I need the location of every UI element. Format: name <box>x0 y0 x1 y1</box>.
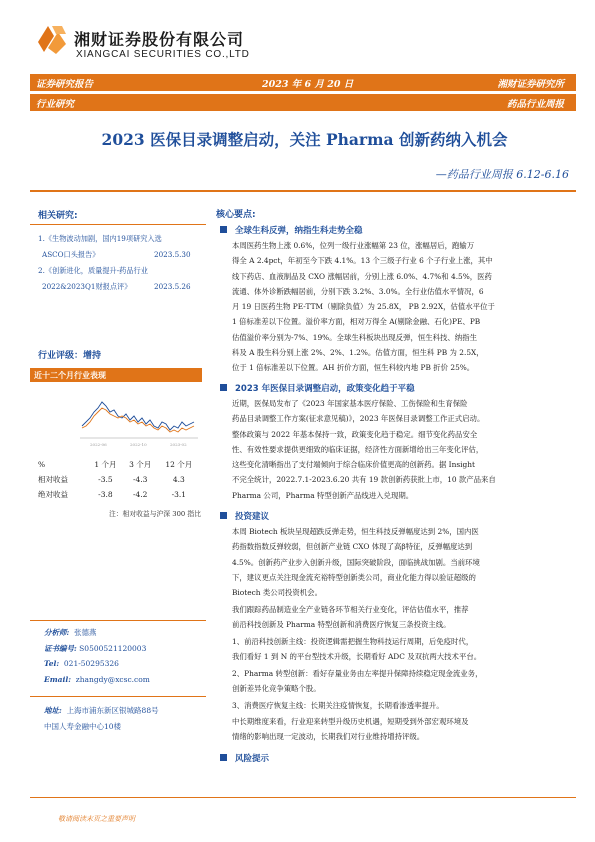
paragraph-line: 得全 A 2.4pct，年初至今下跌 4.1%。13 个三级子行业 6 个子行业上涨，其中 <box>232 256 493 266</box>
paragraph-line: 药品目录调整工作方案(征求意见稿)》，2023 年医保目录调整工作正式启动。 <box>232 414 485 424</box>
section-2-body <box>232 396 576 503</box>
table-cell: -3.1 <box>171 490 187 499</box>
paragraph-line: 性、有效性要求提供更细致的临床证据，经济性方面新增给出三年变化评估， <box>232 444 484 454</box>
paragraph-line: Biotech 类公司投资机会。 <box>232 588 322 598</box>
table-header-cell: % <box>38 460 46 469</box>
certificate-number: 证书编号: S0500521120003 <box>44 644 147 653</box>
paragraph-line: 中长期维度来看，行业迎来转型升级历史机遇，短期受到外部宏观环境及 <box>232 717 469 726</box>
table-header-cell: 12 个月 <box>165 460 193 469</box>
footer-disclaimer: 敬请阅读末页之重要声明 <box>58 815 135 823</box>
paragraph-line: 下，建议更点关注现金流充裕特型创新类公司，商业化能力得以验证超级的 <box>232 572 476 582</box>
paragraph-line: 情绪的影响出现一定波动，长期我们对行业维持增持评级。 <box>232 732 425 742</box>
report-series: 药品行业周报 <box>506 99 564 110</box>
header-bar-top <box>30 74 576 91</box>
divider <box>30 224 206 225</box>
table-row-label: 绝对收益 <box>38 490 68 499</box>
report-date: 2023 年 6 月 20 日 <box>262 79 354 90</box>
section-4-title: 风险提示 <box>220 752 269 764</box>
address-line2: 中国人寿金融中心10楼 <box>44 722 122 731</box>
divider <box>30 620 206 621</box>
table-row <box>38 472 200 487</box>
section-3-recommendation <box>232 602 576 633</box>
paragraph-line: 流通、体外诊断跌幅居前，分别下跌 3.2%、3.0%。全行业估值水平情况，6 <box>232 286 484 296</box>
section-1-body <box>232 238 576 376</box>
section-2-title: 2023 年医保目录调整启动，政策变化趋于平稳 <box>220 382 415 394</box>
related-item-1-line2[interactable]: ASCO口头报告》 <box>42 250 100 259</box>
related-item-1-line1[interactable]: 1.《生物波动加剧，国内19项研究入选 <box>38 234 162 243</box>
paragraph-line: 估值溢价率分别为-7%、19%。全球生科板块出现反弹，恒生科技、纳指生 <box>232 332 477 342</box>
email[interactable]: Email: zhangdy@xcsc.com <box>44 675 150 684</box>
report-category: 行业研究 <box>36 99 75 110</box>
address-line1: 地址: 上海市浦东新区银城路88号 <box>44 706 159 715</box>
related-item-2-date: 2023.5.26 <box>154 282 191 291</box>
related-item-1-date: 2023.5.30 <box>154 250 191 259</box>
table-cell: -3.8 <box>98 490 113 499</box>
mainline-3 <box>232 698 576 713</box>
paragraph-line: 线下药店、血液制品及 CXO 涨幅居前，分别上涨 6.0%、4.7%和 4.5%，医药 <box>232 271 492 281</box>
performance-chart-plot <box>30 382 202 450</box>
paragraph-line: 3、消费医疗恢复主线：长期关注疫情恢复，长期看渗透率提升。 <box>232 701 444 710</box>
paragraph-line: 位于 1 倍标准差以下位置。AH 折价方面，恒生科较内地 PB 折价 25%。 <box>232 363 475 373</box>
company-name-en: XIANGCAI SECURITIES CO.,LTD <box>76 49 250 60</box>
related-item-2-line1[interactable]: 2.《创新进化，质量提升-药品行业 <box>38 266 148 275</box>
paragraph-line: 近期，医保局发布了《2023 年国家基本医疗保险、工伤保险和生育保险 <box>232 399 468 408</box>
performance-table <box>38 457 200 502</box>
report-type: 证券研究报告 <box>36 79 94 90</box>
mainline-1 <box>232 634 576 665</box>
chart-header <box>30 368 202 382</box>
bullet-square-icon <box>220 512 227 519</box>
table-header-cell: 3 个月 <box>129 460 152 469</box>
section-1-title: 全球生科反弹，纳指生科走势全稳 <box>220 224 363 236</box>
research-institute: 湘财证券研究所 <box>497 79 564 90</box>
paragraph-line: 2、Pharma 转型创新：看好存量业务由左率提升保障持续稳定现金流业务， <box>232 669 483 678</box>
svg-text:2023-02: 2023-02 <box>170 442 187 447</box>
paragraph-line: 本周 Biotech 板块呈现超跌反弹走势，恒生科技反弹幅度达到 2%，国内医 <box>232 527 479 536</box>
paragraph-line: 这些变化清晰指出了支付端倾向于综合临床价值更高的创新药。据 Insight <box>232 460 475 470</box>
company-name-cn: 湘财证券股份有限公司 <box>74 30 245 49</box>
table-cell: 4.3 <box>172 475 185 484</box>
paragraph-line: Pharma 公司，Pharma 特型创新产品线进入兑现期。 <box>232 490 414 500</box>
table-header-row <box>38 457 200 472</box>
page-title: 2023 医保目录调整启动，关注 Pharma 创新药纳入机会 <box>101 130 508 149</box>
paragraph-line: 不完全统计，2022.7.1-2023.6.20 共有 19 款创新药获批上市，10 款产品来自 <box>232 475 496 485</box>
paragraph-line: 本周医药生物上涨 0.6%，位列一级行业涨幅第 23 位，涨幅居后，跑输万 <box>232 241 475 250</box>
table-note: 注：相对收益与沪深 300 指比 <box>108 510 201 518</box>
paragraph-line: 1 倍标准差以下位置。溢价率方面，相对万得全 A(剔除金融、石化)PE、PB <box>232 317 481 327</box>
performance-chart <box>30 368 202 450</box>
paragraph-line: 创新差异化竞争策略个股。 <box>232 684 321 694</box>
svg-text:2022-06: 2022-06 <box>90 442 107 447</box>
paragraph-line: 1、前沿科技创新主线：投资逻辑需把握生物科技运行周期，后免疫时代， <box>232 637 474 646</box>
bullet-square-icon <box>220 226 227 233</box>
mainline-2 <box>232 666 576 697</box>
related-item-2-line2[interactable]: 2022&2023Q1财报点评》 <box>42 282 132 291</box>
chart-series-industry <box>82 402 194 430</box>
industry-rating: 行业评级：增持 <box>38 351 102 361</box>
chart-title: 近十二个月行业表现 <box>34 369 106 380</box>
company-logo-icon <box>34 22 70 56</box>
table-row-label: 相对收益 <box>38 475 68 484</box>
paragraph-line: 我们跟踪药品制造业全产业链各环节相关行业变化，评估估值水平，推荐 <box>232 605 469 614</box>
footer-divider <box>30 797 576 798</box>
conclusion <box>232 714 576 745</box>
divider <box>30 190 576 192</box>
paragraph-line: 整体政策与 2022 年基本保持一致，政策变化趋于稳定。细节变化药品安全 <box>232 429 478 439</box>
telephone: Tel: 021-50295326 <box>44 659 119 668</box>
svg-text:2022-10: 2022-10 <box>130 442 147 447</box>
chart-series-index <box>82 408 194 432</box>
paragraph-line: 月 19 日医药生物 PE-TTM（剔除负值）为 25.8X， PB 2.92X，估值水平位于 <box>232 302 495 312</box>
analyst: 分析师: 张德燕 <box>44 628 97 637</box>
divider <box>30 696 206 697</box>
header-bar-bottom <box>30 94 576 111</box>
table-header-cell: 1 个月 <box>94 460 117 469</box>
core-points-title: 核心要点: <box>216 210 256 220</box>
paragraph-line: 前沿科技创新及 Pharma 特型创新和消费医疗恢复三条投资主线。 <box>232 620 451 630</box>
related-research-title: 相关研究: <box>38 211 78 221</box>
paragraph-line: 药指数指数反弹较弱，但创新产业链 CXO 体现了高β特征，反弹幅度达到 <box>232 542 473 552</box>
table-cell: -4.2 <box>132 490 148 499</box>
section-3-title: 投资建议 <box>220 510 269 522</box>
section-3-body <box>232 524 576 600</box>
table-cell: -4.3 <box>132 475 148 484</box>
paragraph-line: 4.5%。创新药产业步入创新升级，国际突破阶段，面临挑战加剧。当前环境 <box>232 557 480 567</box>
bullet-square-icon <box>220 754 227 761</box>
table-row <box>38 487 200 502</box>
paragraph-line: 科及 A 股生科分别上涨 2%、2%、1.2%。估值方面，恒生科 PB 为 2.5X， <box>232 348 484 358</box>
table-cell: -3.5 <box>98 475 113 484</box>
page-subtitle: —药品行业周报 6.12-6.16 <box>435 168 569 181</box>
bullet-square-icon <box>220 384 227 391</box>
paragraph-line: 我们看好 1 到 N 的平台型技术升级，长期看好 ADC 及双抗两大技术平台。 <box>232 652 482 662</box>
